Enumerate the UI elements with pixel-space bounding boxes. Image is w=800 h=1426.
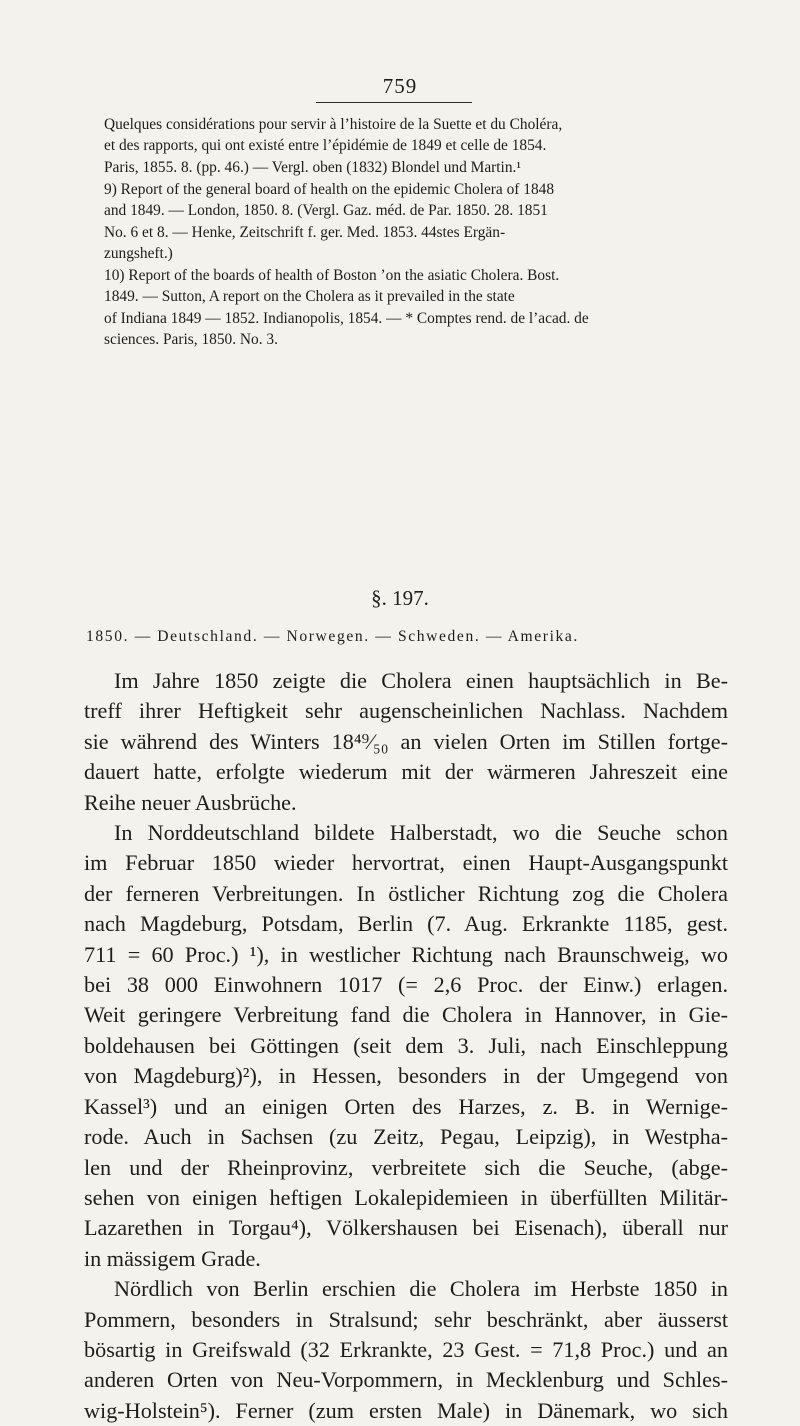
footnote-line: 9) Report of the general board of health on the epidemic Cholera of 1848 — [104, 181, 555, 198]
body-line: anderen Orten von Neu-Vorpommern, in Mecklenburg und Schles- — [84, 1367, 728, 1393]
footnote-line: et des rapports, qui ont existé entre l’épidémie de 1849 et celle de 1854. — [104, 137, 547, 155]
body-line: Kassel³) und an einigen Orten des Harzes, z. B. in Wernige- — [84, 1093, 728, 1119]
body-line: sie während des Winters 18⁴⁹⁄₅₀ an vielen Orten im Stillen fortge- — [84, 728, 728, 754]
body-line: Weit geringere Verbreitung fand die Cholera in Hannover, in Gie- — [84, 1002, 728, 1028]
section-heading: §. 197. — [371, 586, 429, 610]
body-line: sehen von einigen heftigen Lokalepidemieen in überfüllten Militär- — [84, 1184, 728, 1210]
body-line: Pommern, besonders in Stralsund; sehr beschränkt, aber äusserst — [84, 1306, 728, 1332]
footnote-10 — [84, 265, 730, 351]
footnote-9 — [84, 179, 730, 265]
footnote-line: 1849. — Sutton, A report on the Cholera as it prevailed in the state — [104, 288, 515, 306]
body-line: dauert hatte, erfolgte wiederum mit der wärmeren Jahreszeit eine — [84, 759, 728, 785]
section-places: 1850. — Deutschland. — Norwegen. — Schweden. — Amerika. — [86, 628, 579, 645]
body-line: rode. Auch in Sachsen (zu Zeitz, Pegau, Leipzig), in Westpha- — [84, 1124, 728, 1150]
body-line: In Norddeutschland bildete Halberstadt, wo die Seuche schon — [114, 820, 728, 846]
footnote-8-continuation — [104, 114, 730, 178]
body-line: wig-Holstein⁵). Ferner (zum ersten Male) in Dänemark, wo sich — [84, 1397, 728, 1423]
body-line: Im Jahre 1850 zeigte die Cholera einen hauptsächlich in Be- — [114, 668, 728, 693]
footnote-line: and 1849. — London, 1850. 8. (Vergl. Gaz. méd. de Par. 1850. 28. 1851 — [104, 202, 548, 220]
body-line: Nördlich von Berlin erschien die Cholera im Herbste 1850 in — [114, 1276, 728, 1302]
body-line: treff ihrer Heftigkeit sehr augenscheinlichen Nachlass. Nachdem — [84, 698, 728, 724]
body-line: von Magdeburg)²), in Hessen, besonders in der Umgegend von — [84, 1063, 728, 1089]
body-line: Reihe neuer Ausbrüche. — [84, 789, 297, 815]
footnote-line: Quelques considérations pour servir à l’histoire de la Suette et du Choléra, — [104, 116, 563, 133]
body-line: bei 38 000 Einwohnern 1017 (= 2,6 Proc. der Einw.) erlagen. — [84, 972, 728, 998]
body-line: 711 = 60 Proc.) ¹), in westlicher Richtung nach Braunschweig, wo — [84, 941, 728, 967]
body-line: in mässigem Grade. — [84, 1245, 261, 1271]
body-line: im Februar 1850 wieder hervortrat, einen Haupt-Ausgangspunkt — [84, 850, 728, 876]
footnote-line: sciences. Paris, 1850. No. 3. — [104, 331, 278, 349]
body-line: bösartig in Greifswald (32 Erkrankte, 23 Gest. = 71,8 Proc.) und an — [84, 1336, 728, 1362]
footnote-line: of Indiana 1849 — 1852. Indianopolis, 1854. — * Comptes rend. de l’acad. de — [104, 309, 589, 327]
footnote-line: 10) Report of the boards of health of Boston ’on the asiatic Cholera. Bost. — [104, 267, 560, 284]
footnote-line: No. 6 et 8. — Henke, Zeitschrift f. ger. Med. 1853. 44stes Ergän- — [104, 223, 506, 241]
page-number: 759 — [382, 74, 418, 98]
body-line: Lazarethen in Torgau⁴), Völkershausen bei Eisenach), überall nur — [84, 1215, 728, 1241]
body-line: der ferneren Verbreitungen. In östlicher Richtung zog die Cholera — [84, 880, 728, 906]
page-number-rule — [316, 102, 472, 103]
footnote-line: Paris, 1855. 8. (pp. 46.) — Vergl. oben (1832) Blondel und Martin.¹ — [104, 158, 521, 176]
body-line: boldehausen bei Göttingen (seit dem 3. Juli, nach Einschleppung — [84, 1032, 728, 1058]
body-line: nach Magdeburg, Potsdam, Berlin (7. Aug. Erkrankte 1185, gest. — [84, 911, 728, 937]
body-line: len und der Rheinprovinz, verbreitete sich die Seuche, (abge- — [84, 1154, 728, 1180]
body-text — [84, 666, 728, 1426]
footnote-line: zungsheft.) — [104, 245, 173, 263]
